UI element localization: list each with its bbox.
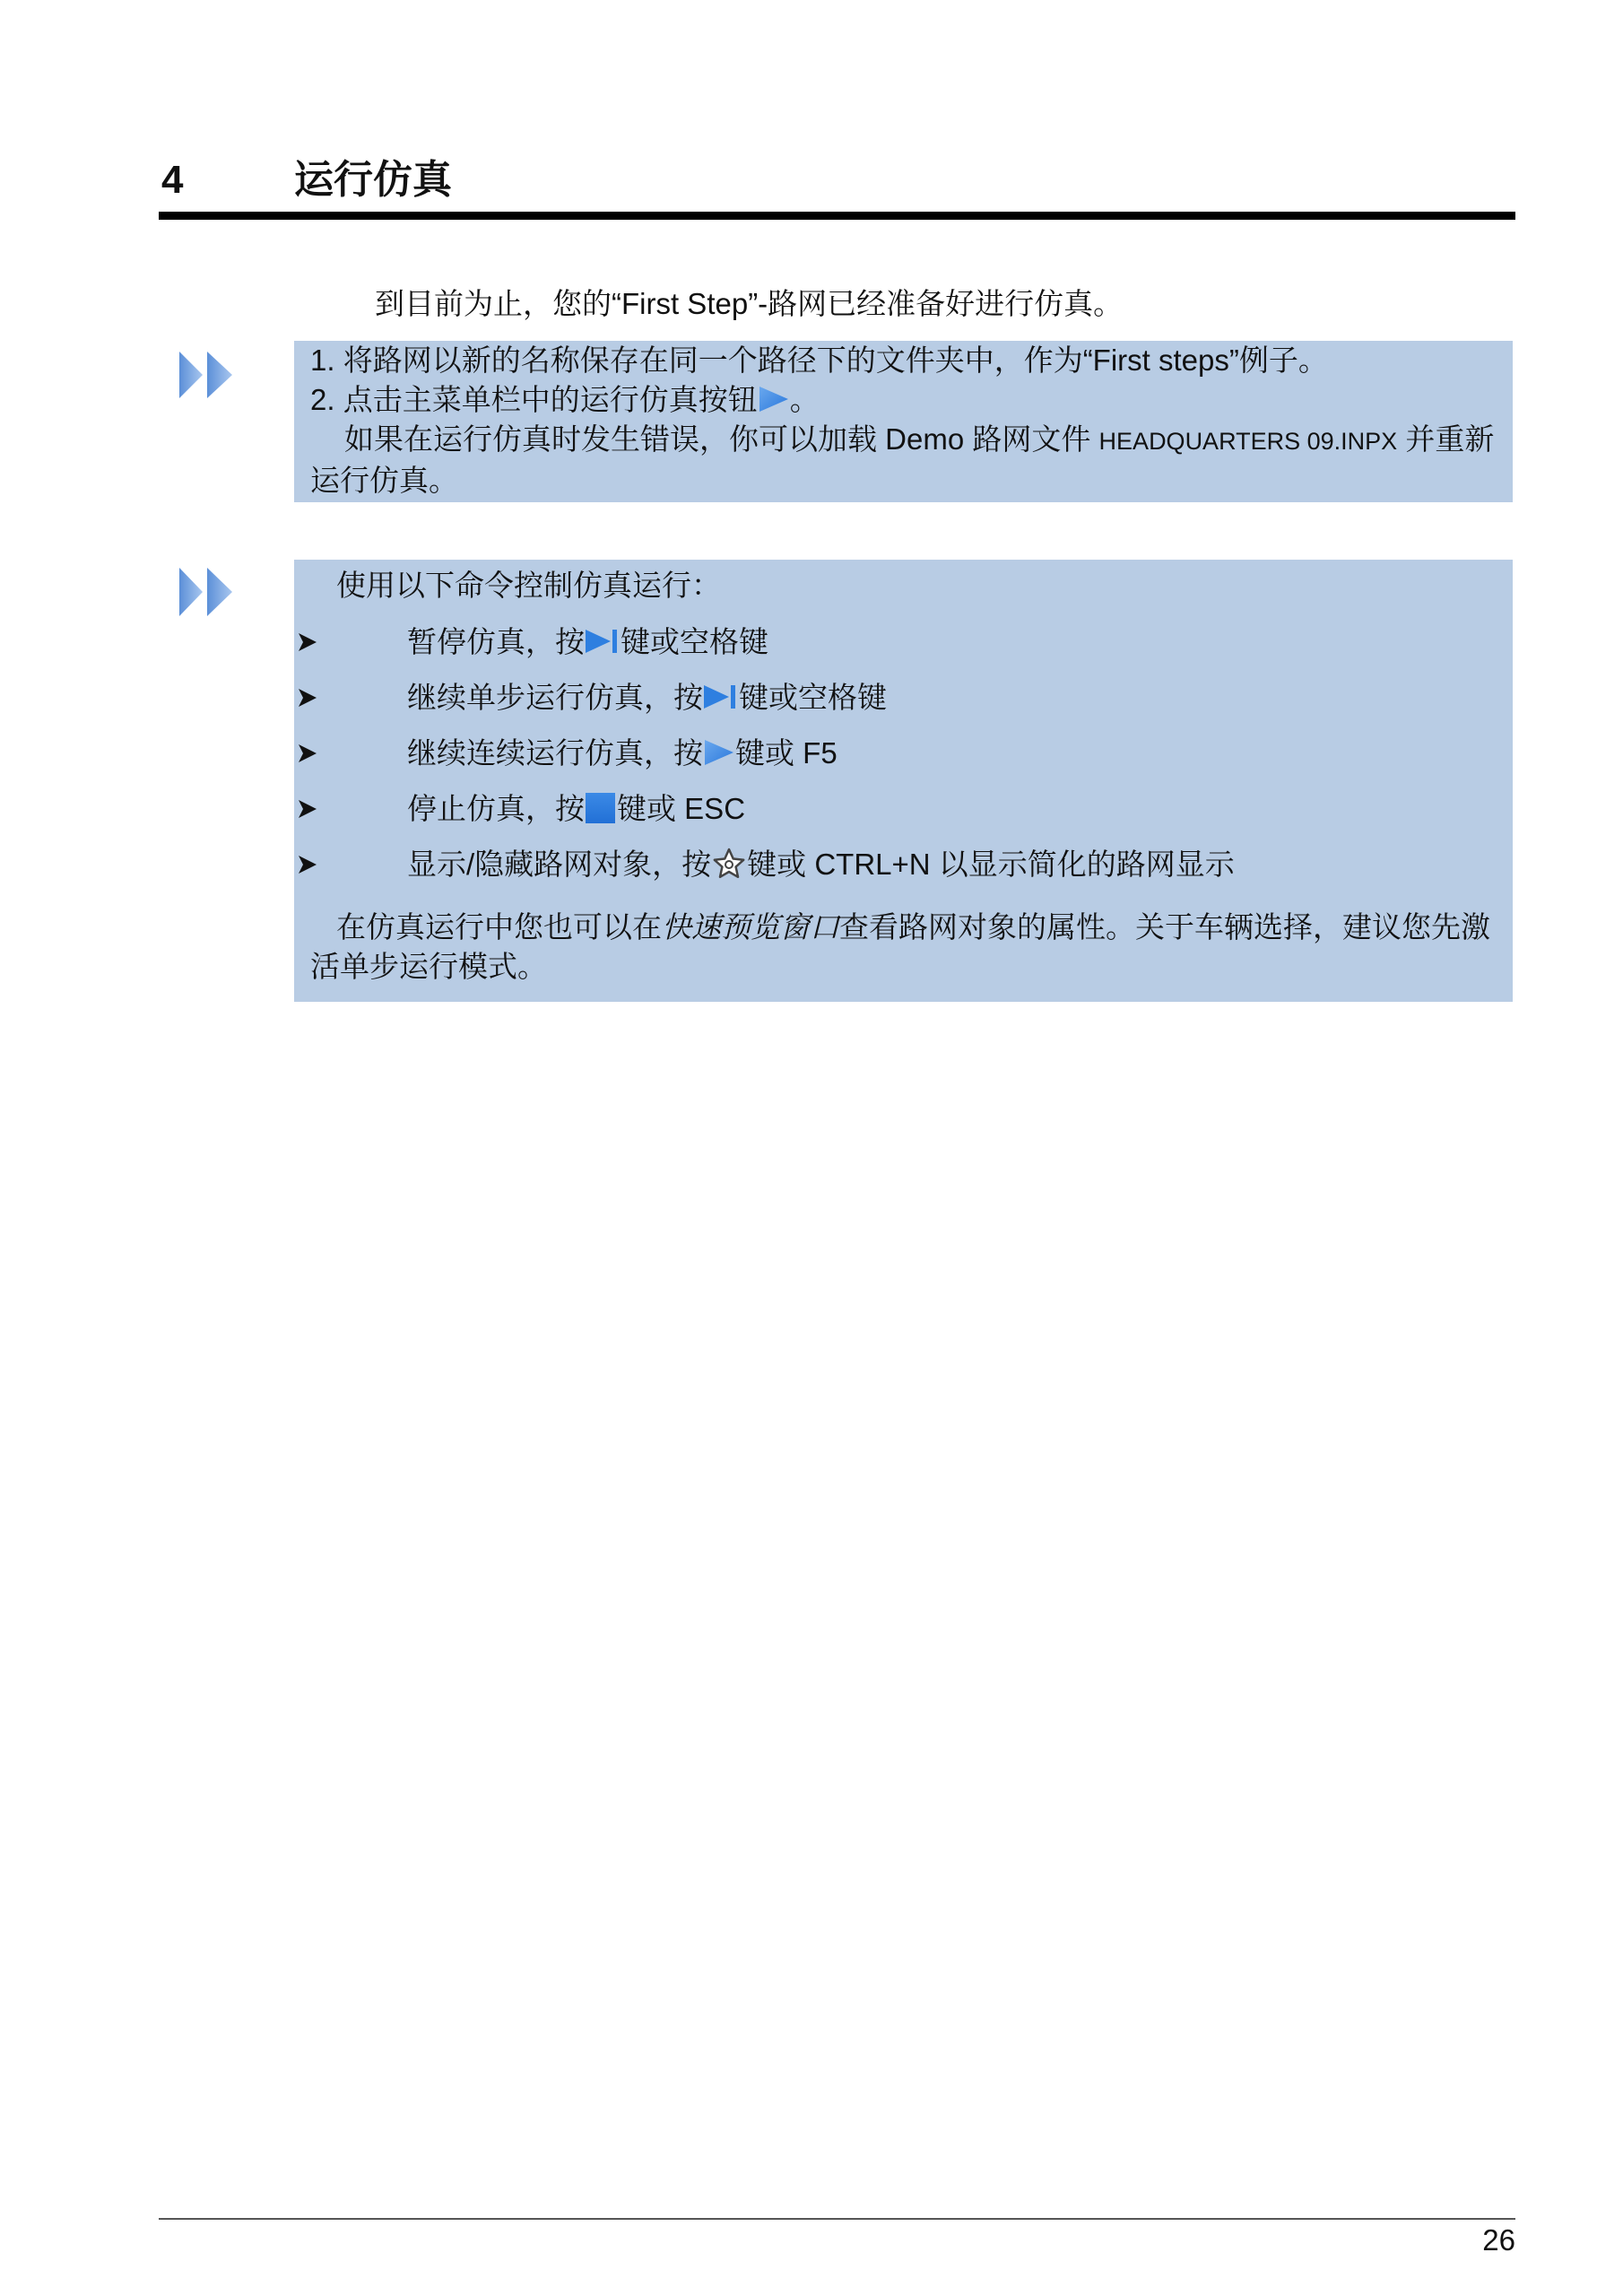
bullet-arrow-icon [299,688,317,708]
preview-note-text: 在仿真运行中您也可以在 [336,910,662,944]
error-note-text: 如果在运行仿真时发生错误，你可以加载 Demo 路网文件 [344,422,1099,456]
step-2-end: 。 [789,383,820,416]
pause-step-icon [585,627,621,656]
command-text [407,670,887,726]
command-keys: 键或空格键 [739,681,887,714]
demo-file-name: HEADQUARTERS 09.INPX [1098,428,1398,455]
chapter-number: 4 [161,158,184,202]
commands-intro: 使用以下命令控制仿真运行： [336,569,721,602]
instruction-box [294,341,1513,502]
single-step-icon [703,683,739,711]
play-icon [703,738,735,767]
double-arrow-icon [179,566,235,618]
command-description: 继续连续运行仿真，按 [407,736,703,770]
bullet-arrow-icon [299,632,317,652]
heading-rule [159,212,1515,220]
command-keys: 键或空格键 [621,625,768,658]
error-note-end: 并重新运行仿真。 [310,422,1495,497]
command-list [294,614,1497,892]
preview-note [310,908,1497,987]
star-icon [711,847,747,881]
bullet-arrow-icon [299,799,317,819]
command-item-pause [294,614,1497,670]
bullet-arrow-icon [299,744,317,763]
play-icon [758,385,790,413]
error-note [310,420,1497,500]
command-keys: 键或 ESC [617,792,746,825]
command-text [407,614,768,670]
intro-paragraph: 到目前为止，您的“First Step”-路网已经准备好进行仿真。 [375,287,1124,320]
command-item-single-step [294,670,1497,726]
command-text [407,837,1235,892]
command-item-continue [294,726,1497,781]
step-2-text: 2. 点击主菜单栏中的运行仿真按钮 [310,383,758,416]
command-text [407,726,838,781]
step-2 [310,380,1497,420]
command-text [407,781,745,837]
command-item-stop [294,781,1497,837]
command-description: 继续单步运行仿真，按 [407,681,703,714]
stop-icon [585,792,617,824]
command-description: 暂停仿真，按 [407,625,585,658]
chapter-title: 运行仿真 [294,158,452,202]
double-arrow-icon [179,350,235,402]
page-number: 26 [1482,2223,1515,2257]
step-1: 1. 将路网以新的名称保存在同一个路径下的文件夹中，作为“First steps”例子。 [310,344,1328,377]
footer-rule [159,2218,1515,2220]
preview-note-end: 查看路网对象的属性。关于车辆选择，建议您先激活单步运行模式。 [310,910,1490,983]
command-keys: 键或 CTRL+N 以显示简化的路网显示 [747,848,1235,881]
quick-preview-window-term: 快速预览窗口 [662,910,839,944]
command-keys: 键或 F5 [735,736,838,770]
commands-box [294,560,1513,1002]
bullet-arrow-icon [299,855,317,874]
command-description: 显示/隐藏路网对象，按 [407,848,712,881]
command-item-show-hide [294,837,1497,892]
command-description: 停止仿真，按 [407,792,585,825]
